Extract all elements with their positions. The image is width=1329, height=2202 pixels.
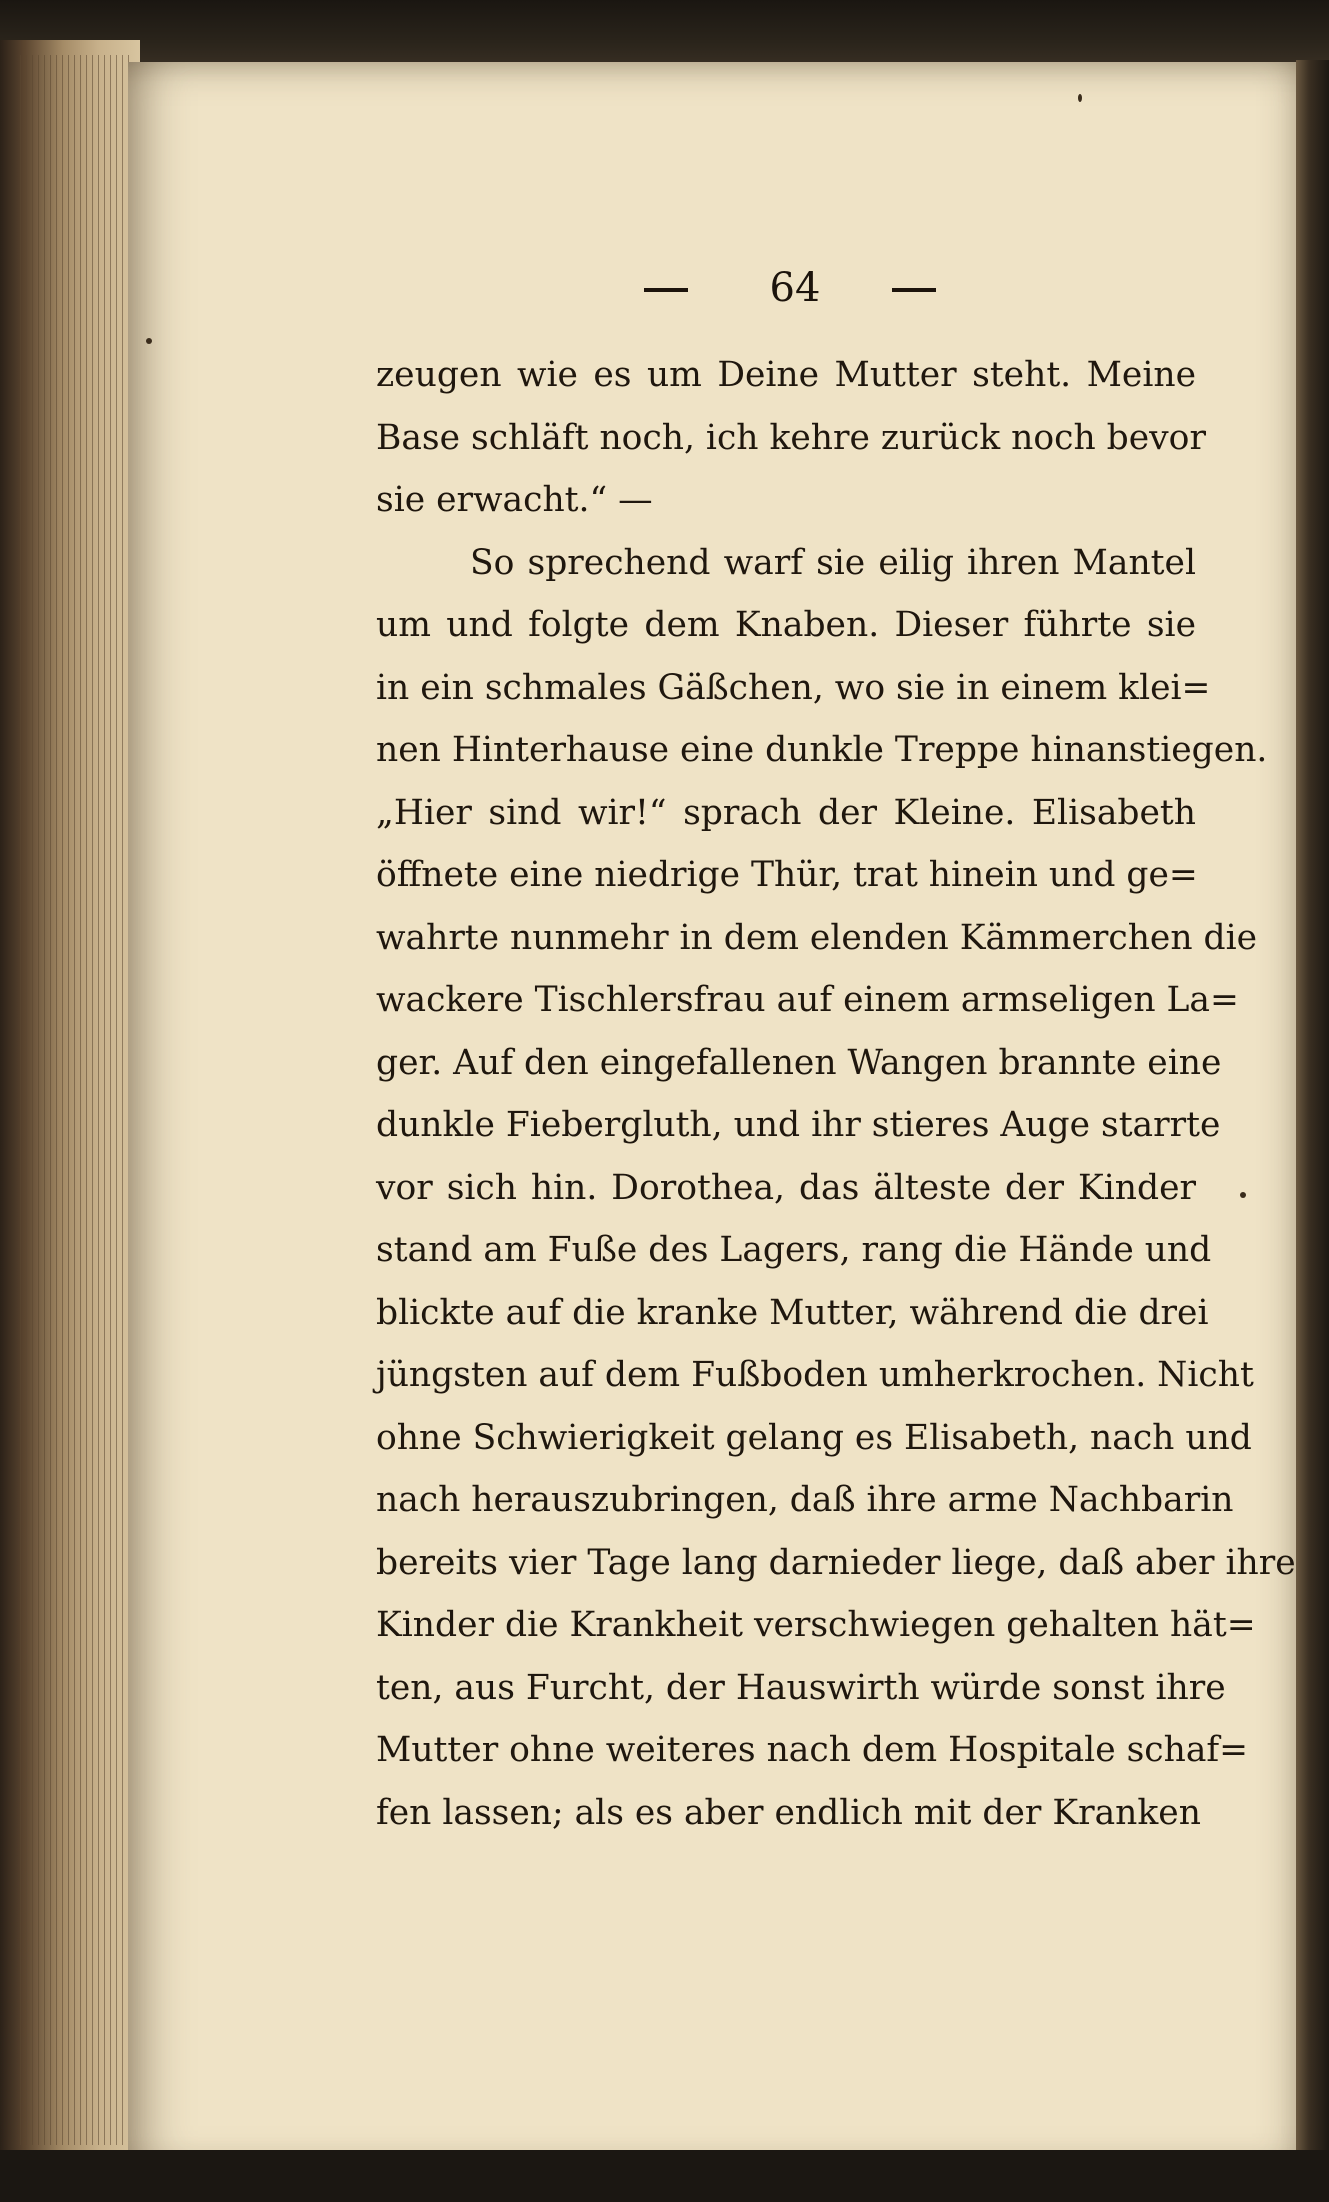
page-edges xyxy=(20,55,130,2145)
text-line: dunkle Fiebergluth, und ihr stieres Auge starrte xyxy=(376,1105,1221,1145)
text-line: fen lassen; als es aber endlich mit der Kranken xyxy=(376,1792,1201,1833)
scan-bottom-border xyxy=(0,2150,1329,2202)
text-line: wackere Tischlersfrau auf einem armseligen La= xyxy=(376,980,1239,1020)
page-right-edge xyxy=(1296,60,1329,2160)
scan-top-border xyxy=(0,0,1329,70)
text-line: Kinder die Krankheit verschwiegen gehalten hät= xyxy=(376,1605,1256,1645)
text-line: um und folgte dem Knaben. Dieser führte sie xyxy=(376,605,1196,645)
text-line: nach herauszubringen, daß ihre arme Nachbarin xyxy=(376,1480,1234,1520)
paper-speck xyxy=(1078,94,1082,102)
text-line: sie erwacht.“ — xyxy=(376,480,653,520)
text-line: vor sich hin. Dorothea, das älteste der Kinder xyxy=(376,1167,1196,1208)
text-line: zeugen wie es um Deine Mutter steht. Meine xyxy=(376,355,1196,395)
text-line: jüngsten auf dem Fußboden umherkrochen. Nicht xyxy=(376,1355,1254,1395)
text-line: nen Hinterhause eine dunkle Treppe hinanstiegen. xyxy=(376,730,1268,770)
paper-speck xyxy=(146,338,152,344)
text-line: Base schläft noch, ich kehre zurück noch bevor xyxy=(376,417,1206,458)
text-line: in ein schmales Gäßchen, wo sie in einem klei= xyxy=(376,667,1211,708)
text-line: stand am Fuße des Lagers, rang die Hände und xyxy=(376,1230,1212,1270)
text-line: ohne Schwierigkeit gelang es Elisabeth, nach und xyxy=(376,1417,1252,1458)
text-line: „Hier sind wir!“ sprach der Kleine. Elisabeth xyxy=(376,792,1196,833)
text-line: Mutter ohne weiteres nach dem Hospitale schaf= xyxy=(376,1730,1249,1770)
paper-speck xyxy=(1240,1192,1246,1198)
page-number: 64 xyxy=(769,265,821,311)
text-line: öffnete eine niedrige Thür, trat hinein und ge= xyxy=(376,855,1198,895)
text-line: bereits vier Tage lang darnieder liege, daß aber ihre xyxy=(376,1542,1296,1583)
text-line: ten, aus Furcht, der Hauswirth würde sonst ihre xyxy=(376,1667,1226,1708)
header-dash-right xyxy=(892,288,936,292)
text-line: So sprechend warf sie eilig ihren Mantel xyxy=(470,542,1196,583)
text-line: wahrte nunmehr in dem elenden Kämmerchen die xyxy=(376,917,1258,958)
page-body-text xyxy=(376,344,1296,1844)
text-line: ger. Auf den eingefallenen Wangen brannte eine xyxy=(376,1042,1222,1083)
text-line: blickte auf die kranke Mutter, während die drei xyxy=(376,1292,1209,1333)
